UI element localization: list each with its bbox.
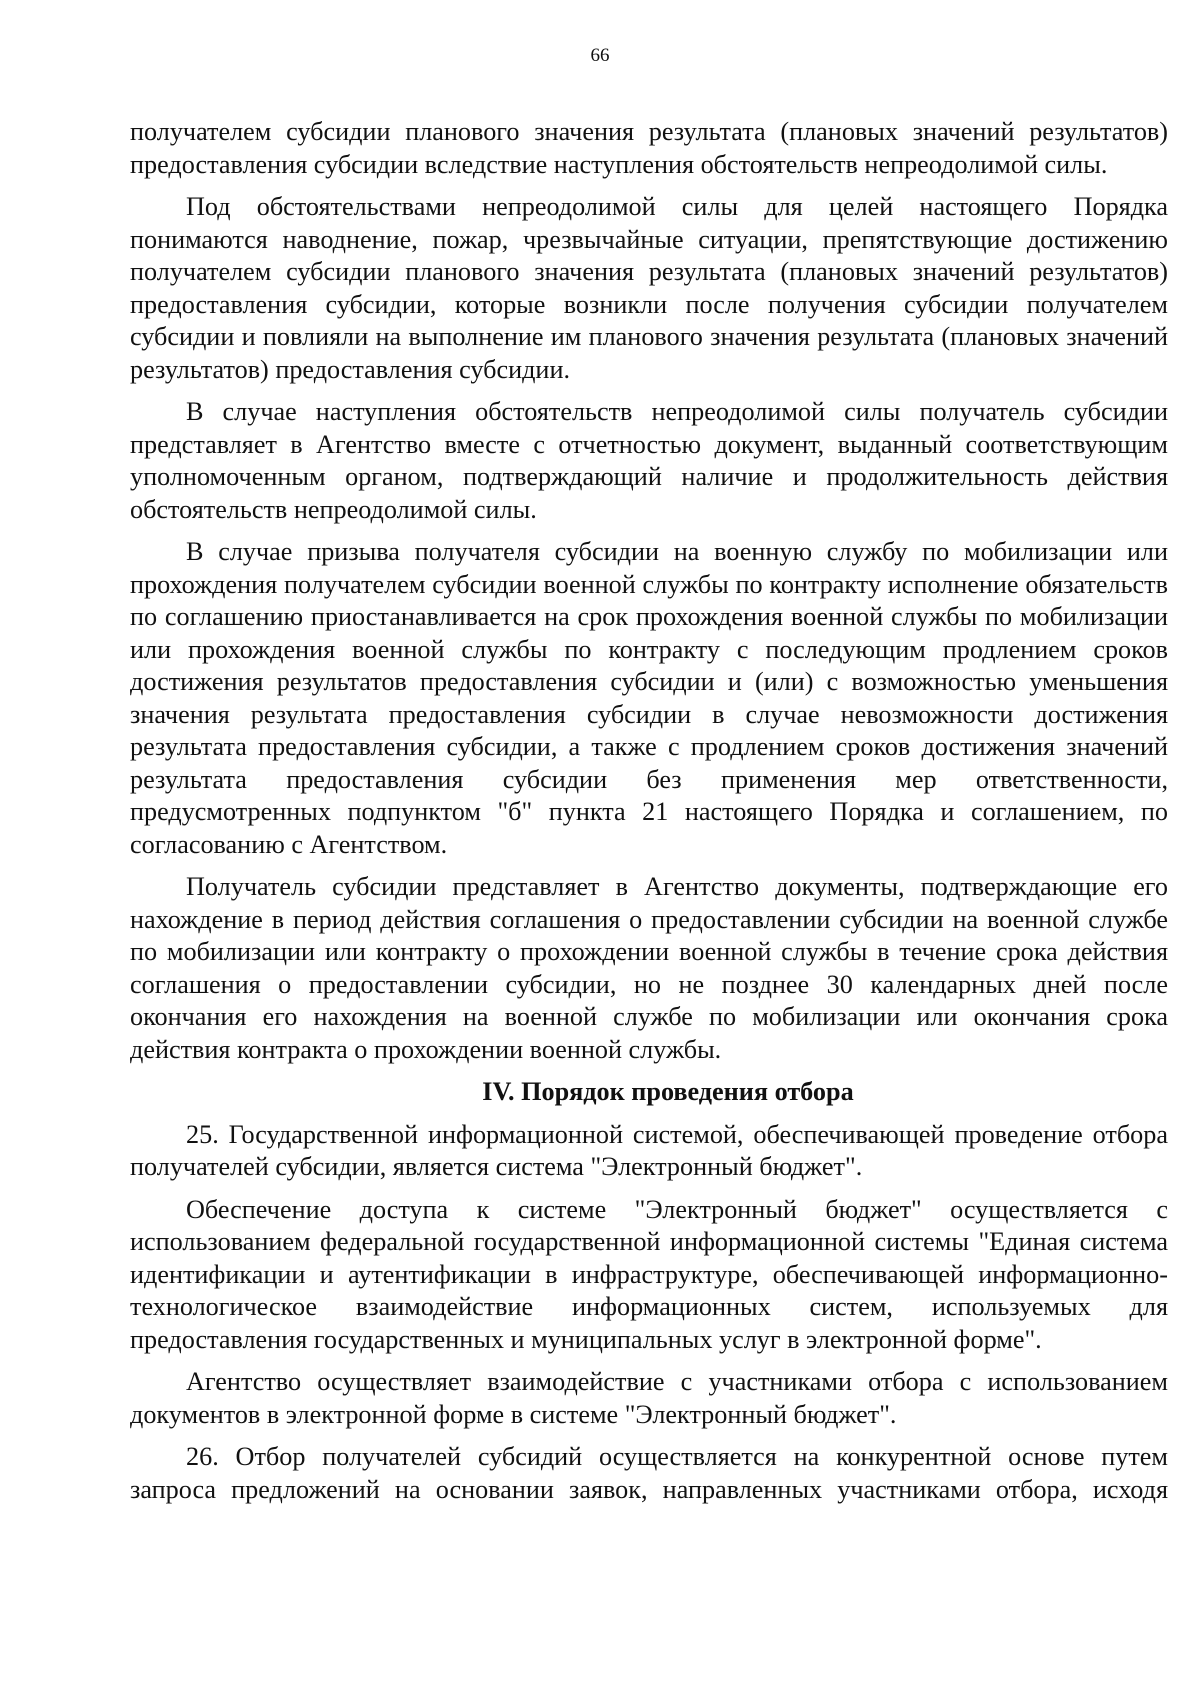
paragraph-force-majeure-report: В случае наступления обстоятельств непреодолимой силы получатель субсидии представляет в Агентство вместе с отчетностью документ, выданный соответствующим уполномоченным органом, подтверждающий наличие и продолжительность действия обстоятельств непреодолимой силы.: [130, 397, 1168, 524]
paragraph-force-majeure-definition: Под обстоятельствами непреодолимой силы для целей настоящего Порядка понимаются наводнение, пожар, чрезвычайные ситуации, препятствующие достижению получателем субсидии планового значения результата (плановых значений результатов) предоставления субсидии, которые возникли после получения субсидии получателем субсидии и повлияли на выполнение им планового значения результата (плановых значений результатов) предоставления субсидии.: [130, 192, 1168, 384]
paragraph-25: 25. Государственной информационной системой, обеспечивающей проведение отбора получателей субсидии, является система "Электронный бюджет".: [130, 1119, 1168, 1181]
paragraph-26: 26. Отбор получателей субсидий осуществляется на конкурентной основе путем запроса предложений на основании заявок, направленных участниками отбора, исходя: [130, 1442, 1168, 1504]
paragraph-military-documents: Получатель субсидии представляет в Агентство документы, подтверждающие его нахождение в период действия соглашения о предоставлении субсидии на военной службе по мобилизации или контракту о прохождении военной службы в течение срока действия соглашения о предоставлении субсидии, но не позднее 30 календарных дней после окончания его нахождения на военной службе по мобилизации или окончания срока действия контракта о прохождении военной службы.: [130, 872, 1168, 1064]
paragraph-continuation: получателем субсидии планового значения результата (плановых значений результатов) предоставления субсидии вследствие наступления обстоятельств непреодолимой силы.: [130, 117, 1168, 179]
paragraph-access: Обеспечение доступа к системе "Электронный бюджет" осуществляется с использованием федеральной государственной информационной системы "Единая система идентификации и аутентификации в инфраструктуре, обеспечивающей информационно-технологическое взаимодействие информационных систем, используемых для предоставления государственных и муниципальных услуг в электронной форме".: [130, 1194, 1168, 1354]
document-body: [130, 116, 1168, 1516]
page-number: 66: [590, 45, 610, 66]
paragraph-interaction: Агентство осуществляет взаимодействие с участниками отбора с использованием документов в электронной форме в системе "Электронный бюджет".: [130, 1367, 1168, 1429]
section-heading: IV. Порядок проведения отбора: [482, 1077, 854, 1106]
paragraph-military-service: В случае призыва получателя субсидии на военную службу по мобилизации или прохождения получателем субсидии военной службы по контракту исполнение обязательств по соглашению приостанавливается на срок прохождения военной службы по мобилизации или прохождения военной службы по контракту с последующим продлением сроков достижения результатов предоставления субсидии и (или) с возможностью уменьшения значения результата предоставления субсидии в случае невозможности достижения результата предоставления субсидии, а также с продлением сроков достижения значений результата предоставления субсидии без применения мер ответственности, предусмотренных подпунктом "б" пункта 21 настоящего Порядка и соглашением, по согласованию с Агентством.: [130, 537, 1168, 859]
